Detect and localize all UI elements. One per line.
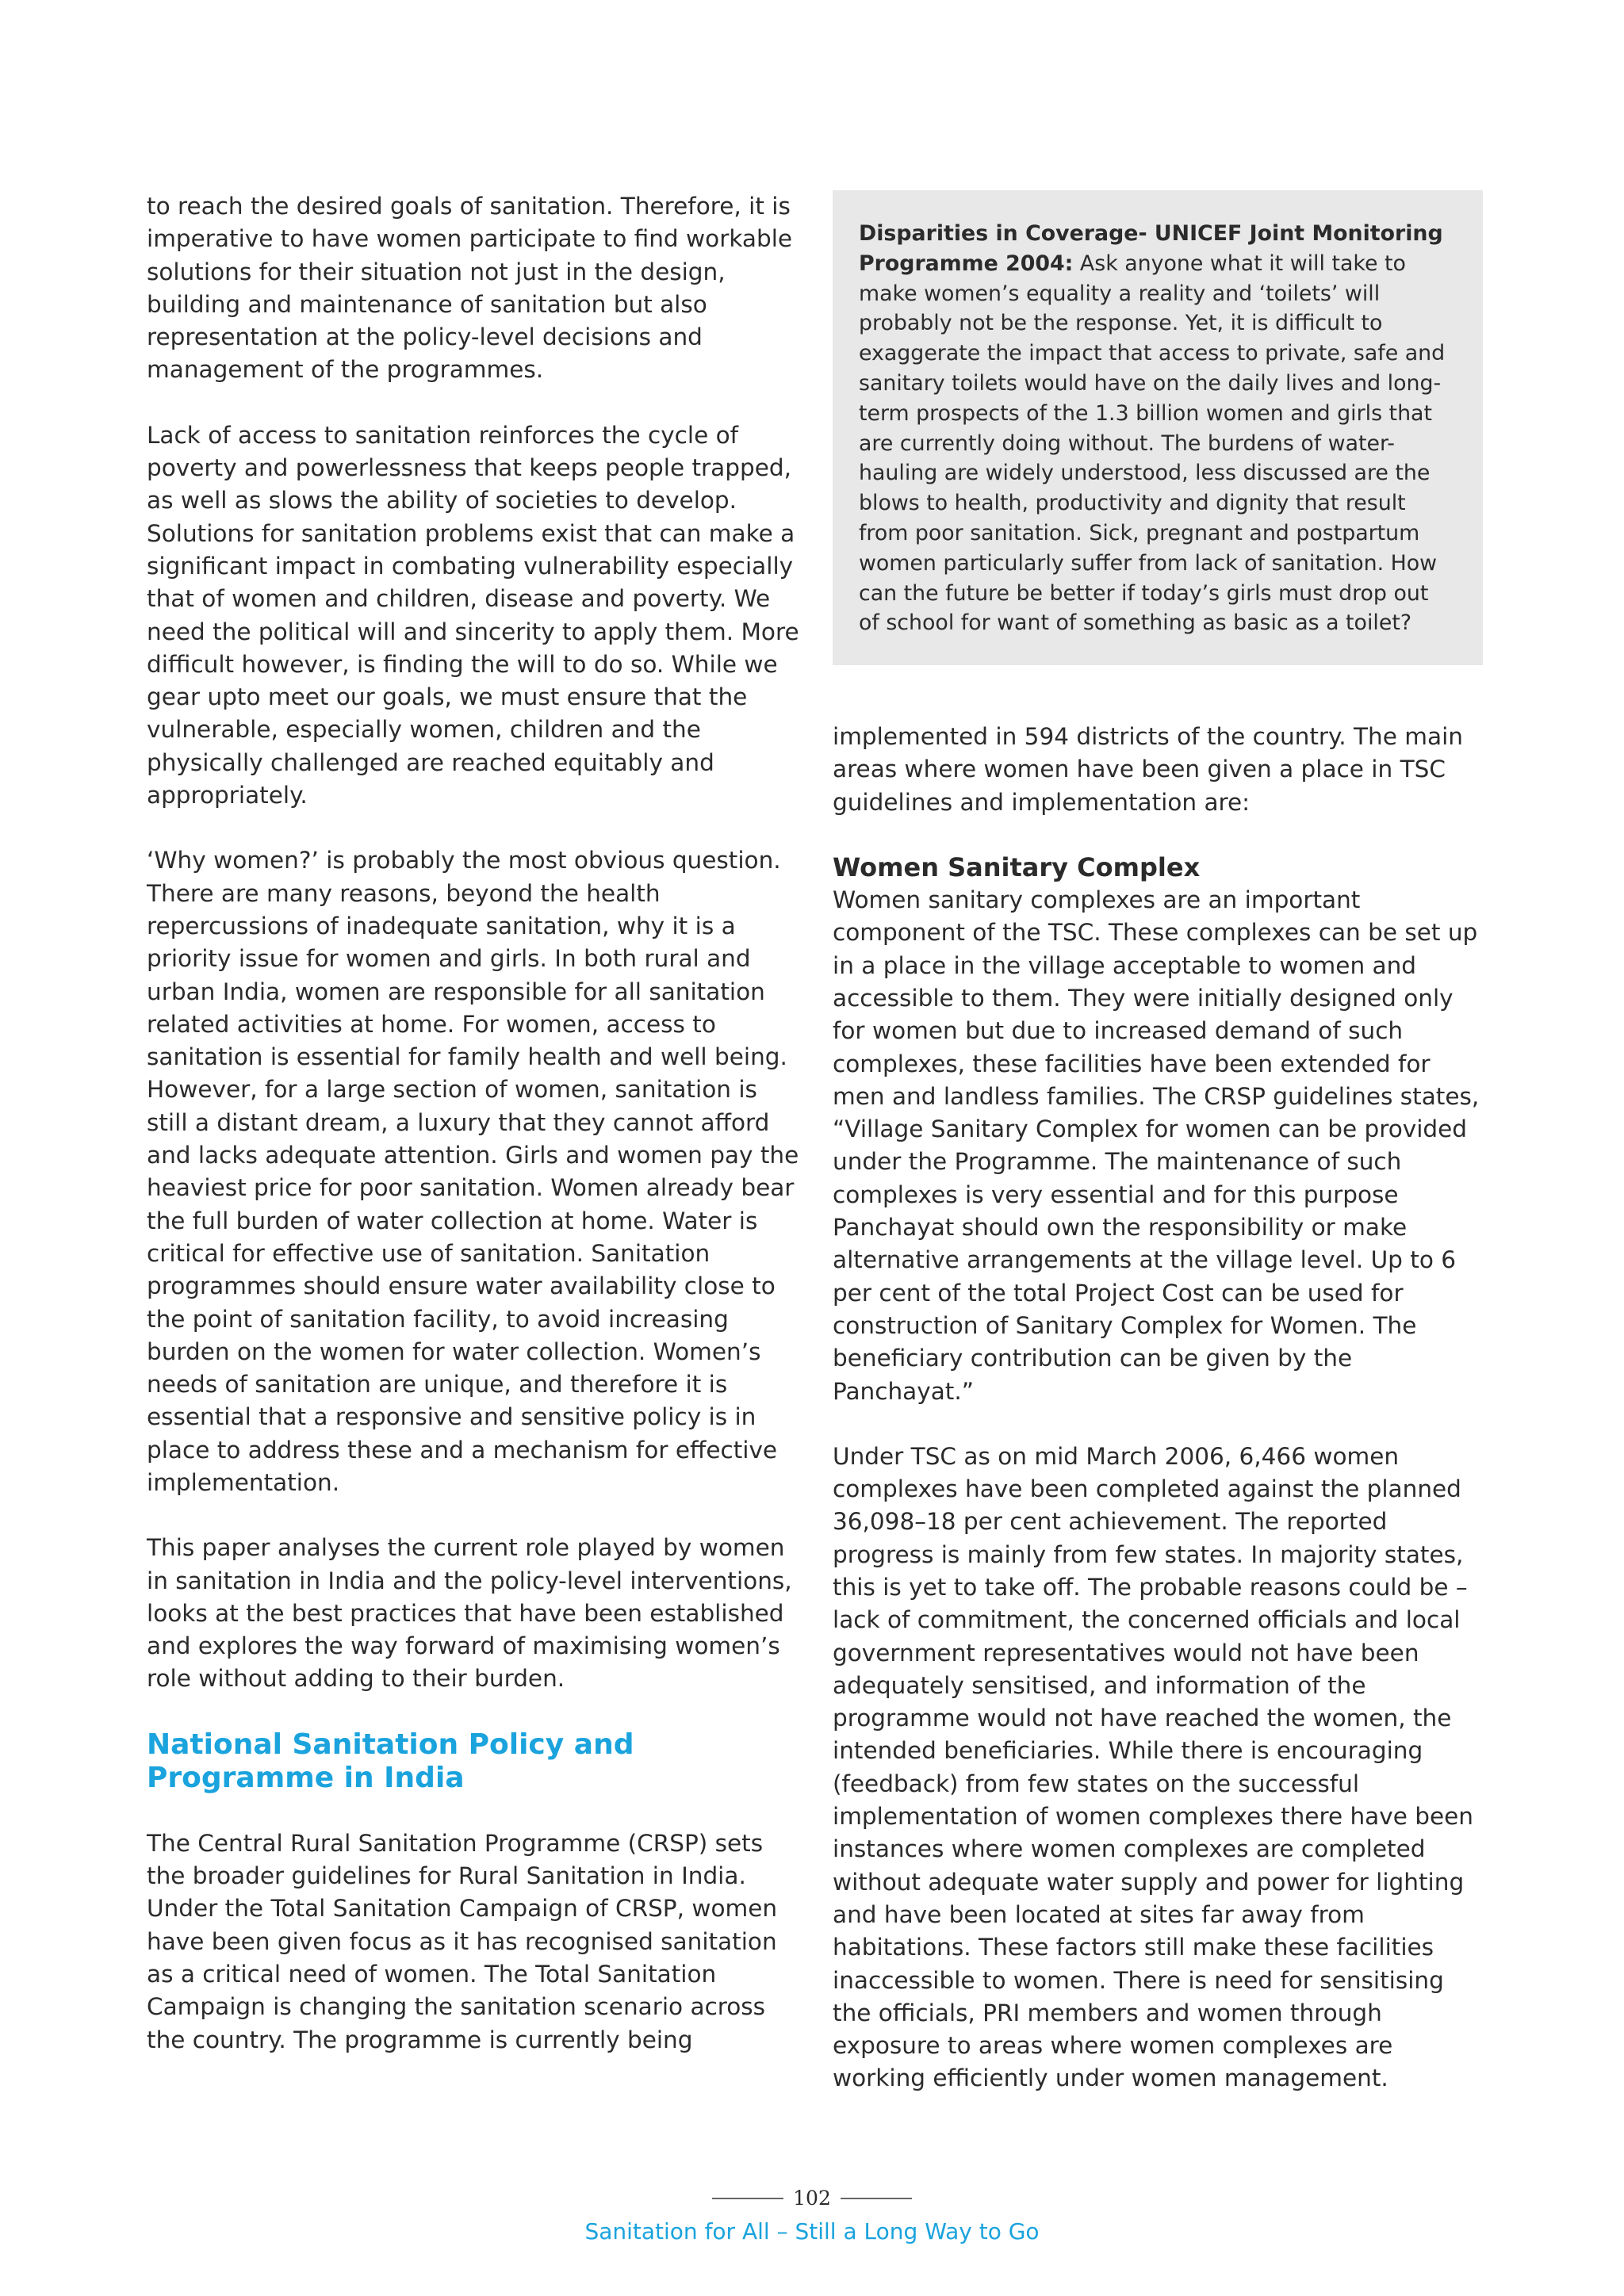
paragraph: The Central Rural Sanitation Programme (CRSP) sets the broader guidelines for Rural Sanitation in India. Under the Total Sanitation Campaign of CRSP, women have been given focus as it has recognised sanitation as a critical need of women. The Total Sanitation Campaign is changing the sanitation scenario across the country. The programme is currently being (147, 1829, 778, 2053)
paragraph: Women sanitary complexes are an important component of the TSC. These complexes can be set up in a place in the village acceptable to women and accessible to them. They were initially designed only for women but due to increased demand of such complexes, these facilities have been extended for men and landless families. The CRSP guidelines states, “Village Sanitary Complex for women can be provided under the Programme. The maintenance of such complexes is very essential and for this purpose Panchayat should own the responsibility or make alternative arrangements at the village level. Up to 6 per cent of the total Project Cost can be used for construction of Sanitary Complex for Women. The beneficiary contribution can be given by the Panchayat.” (833, 886, 1480, 1405)
footer-rule-left (712, 2198, 783, 2199)
page-number: 102 (793, 2187, 831, 2210)
sidebar-box (833, 190, 1483, 665)
subsection-heading: Women Sanitary Complex (833, 852, 1201, 883)
box-body: Ask anyone what it will take to make women’s equality a reality and ‘toilets’ will probably not be the response. Yet, it is difficult to exaggerate the impact that access to private, safe and sanitary toilets would have on the daily lives and long-term prospects of the 1.3 billion women and girls that are currently doing without. The burdens of water-hauling are widely understood, less discussed are the blows to health, productivity and dignity that result from poor sanitation. Sick, pregnant and postpartum women particularly suffer from lack of sanitation. How can the future be better if today’s girls must drop out of school for want of something as basic as a toilet? (859, 251, 1446, 636)
right-column (833, 190, 1483, 2128)
paragraph: This paper analyses the current role played by women in sanitation in India and the policy-level interventions, looks at the best practices that have been established and explores the way forward of maximising women’s role without adding to their burden. (147, 1534, 792, 1693)
box-title: Disparities in Coverage- UNICEF Joint Monitoring Programme 2004: (859, 221, 1443, 276)
footer-rule-right (841, 2198, 912, 2199)
paragraph: Lack of access to sanitation reinforces the cycle of poverty and powerlessness that keeps people trapped, as well as slows the ability of societies to develop. Solutions for sanitation problems exist that can make a significant impact in combating vulnerability especially that of women and children, disease and poverty. We need the political will and sincerity to apply them. More difficult however, is finding the will to do so. While we gear upto meet our goals, we must ensure that the vulnerable, especially women, children and the physically challenged are reached equitably and appropriately. (147, 421, 799, 809)
left-column (147, 190, 805, 2089)
page-number-row (0, 2187, 1624, 2210)
section-heading: National Sanitation Policy and Programme in India (147, 1728, 634, 1794)
paragraph: implemented in 594 districts of the country. The main areas where women have been given a place in TSC guidelines and implementation are: (833, 723, 1463, 816)
paragraph: ‘Why women?’ is probably the most obvious question. There are many reasons, beyond the health repercussions of inadequate sanitation, why it is a priority issue for women and girls. In both rural and urban India, women are responsible for all sanitation related activities at home. For women, access to sanitation is essential for family health and well being. However, for a large section of women, sanitation is still a distant dream, a luxury that they cannot afford and lacks adequate attention. Girls and women pay the heaviest price for poor sanitation. Women already bear the full burden of water collection at home. Water is critical for effective use of sanitation. Sanitation programmes should ensure water availability close to the point of sanitation facility, to avoid increasing burden on the women for water collection. Women’s needs of sanitation are unique, and therefore it is essential that a responsive and sensitive policy is in place to address these and a mechanism for effective implementation. (147, 847, 799, 1496)
running-title: Sanitation for All – Still a Long Way to Go (584, 2218, 1040, 2244)
paragraph: Under TSC as on mid March 2006, 6,466 women complexes have been completed against the planned 36,098–18 per cent achievement. The reported progress is mainly from few states. In majority states, this is yet to take off. The probable reasons could be – lack of commitment, the concerned officials and local government representatives would not have been adequately sensitised, and information of the programme would not have reached the women, the intended beneficiaries. While there is encouraging (feedback) from few states on the successful implementation of women complexes there have been instances where women complexes are completed without adequate water supply and power for lighting and have been located at sites far away from habitations. These factors still make these facilities inaccessible to women. There is need for sensitising the officials, PRI members and women through exposure to areas where women complexes are working efficiently under women management. (833, 1442, 1473, 2092)
paragraph: to reach the desired goals of sanitation. Therefore, it is imperative to have women participate to find workable solutions for their situation not just in the design, building and maintenance of sanitation but also representation at the policy-level decisions and management of the programmes. (147, 193, 793, 384)
